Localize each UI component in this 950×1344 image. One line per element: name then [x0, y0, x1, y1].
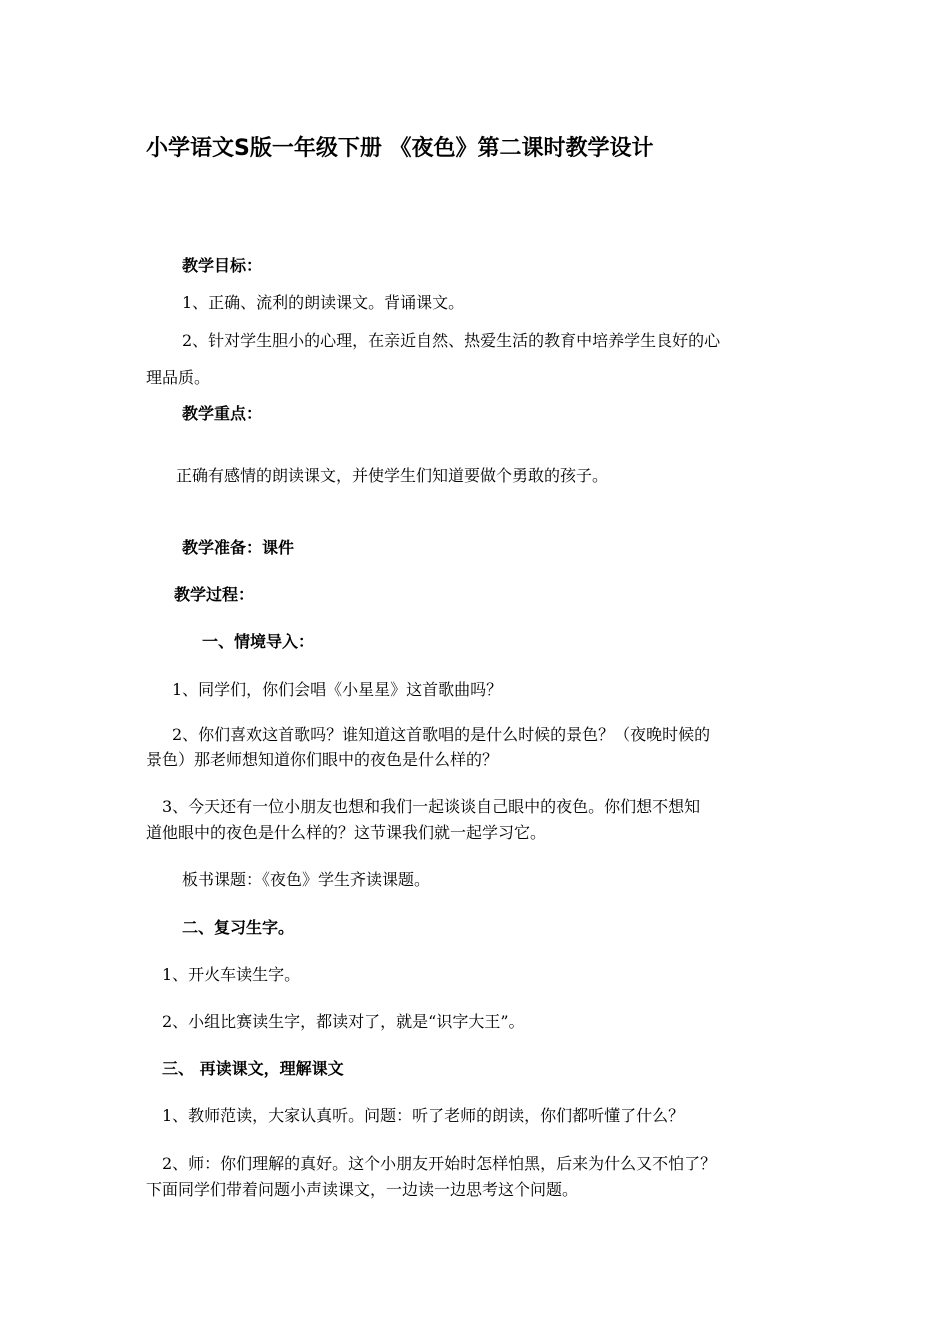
- section-3-item-2-line-2: 下面同学们带着问题小声读课文，一边读一边思考这个问题。: [146, 1180, 579, 1199]
- section-2-item-1: 1、开火车读生字。: [162, 965, 301, 984]
- document-title: 小学语文S版一年级下册 《夜色》第二课时教学设计: [146, 136, 654, 161]
- goal-item-2-line-1: 2、针对学生胆小的心理，在亲近自然、热爱生活的教育中培养学生良好的心: [182, 331, 721, 350]
- section-3-item-2-line-1: 2、师：你们理解的真好。这个小朋友开始时怎样怕黑，后来为什么又不怕了？: [162, 1154, 717, 1173]
- section-1-heading: 一、情境导入：: [202, 632, 315, 651]
- focus-heading: 教学重点：: [182, 404, 263, 423]
- section-3-item-1: 1、教师范读，大家认真听。问题：听了老师的朗读，你们都听懂了什么？: [162, 1106, 685, 1125]
- section-1-board-note: 板书课题：《夜色》学生齐读课题。: [182, 870, 431, 889]
- focus-text: 正确有感情的朗读课文，并使学生们知道要做个勇敢的孩子。: [176, 466, 609, 485]
- section-1-item-2-line-1: 2、你们喜欢这首歌吗？谁知道这首歌唱的是什么时候的景色？（夜晚时候的: [172, 725, 711, 744]
- section-1-item-1: 1、同学们，你们会唱《小星星》这首歌曲吗？: [172, 680, 503, 699]
- preparation-line: 教学准备：课件: [182, 538, 295, 557]
- goal-item-2-line-2: 理品质。: [146, 368, 211, 387]
- section-1-item-2-line-2: 景色）那老师想知道你们眼中的夜色是什么样的？: [146, 750, 499, 769]
- section-2-item-2: 2、小组比赛读生字，都读对了，就是“识字大王”。: [162, 1012, 525, 1031]
- section-3-heading: 三、 再读课文，理解课文: [162, 1059, 344, 1078]
- process-heading: 教学过程：: [174, 585, 255, 604]
- goals-heading: 教学目标：: [182, 256, 263, 275]
- section-1-item-3-line-1: 3、今天还有一位小朋友也想和我们一起谈谈自己眼中的夜色。你们想不想知: [162, 797, 701, 816]
- goal-item-1: 1、正确、流利的朗读课文。背诵课文。: [182, 293, 465, 312]
- section-1-item-3-line-2: 道他眼中的夜色是什么样的？这节课我们就一起学习它。: [146, 823, 547, 842]
- section-2-heading: 二、复习生字。: [182, 918, 295, 937]
